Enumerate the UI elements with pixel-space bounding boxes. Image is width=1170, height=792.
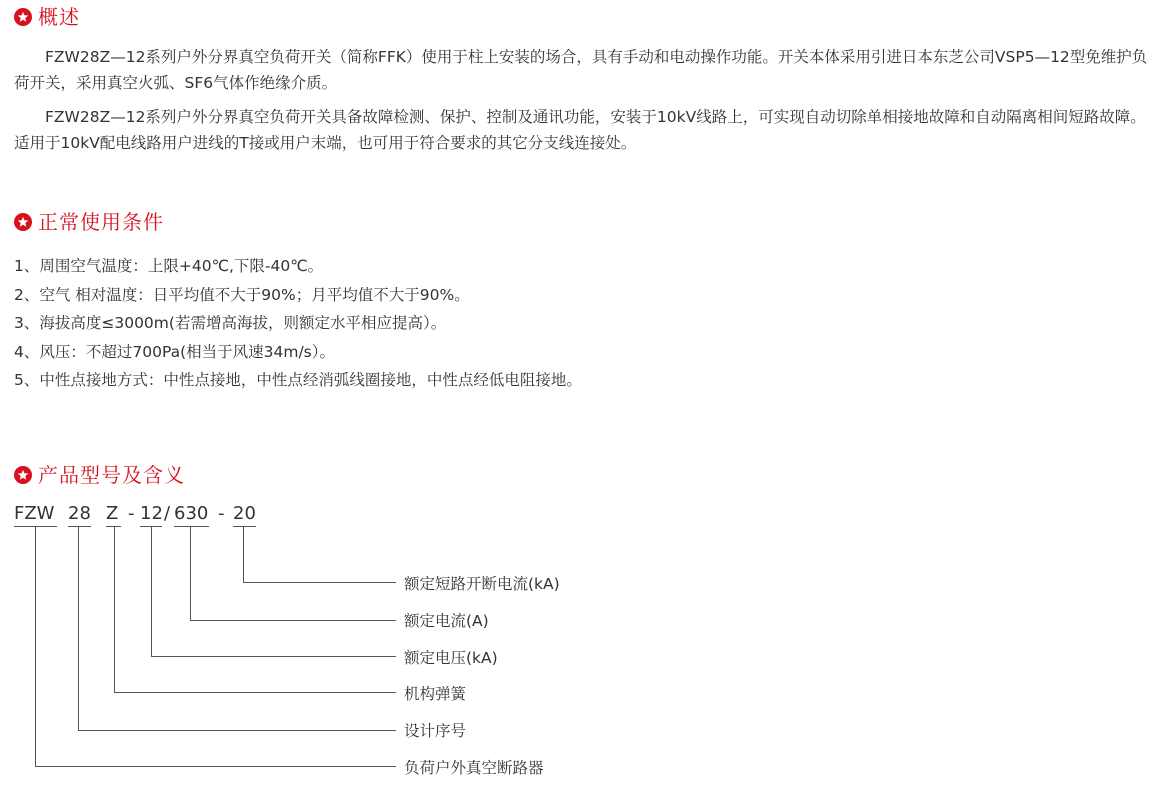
- model-segment-dash: -: [218, 503, 225, 524]
- list-item: 1、周围空气温度：上限+40℃,下限-40℃。: [14, 257, 324, 275]
- leader-line: [79, 527, 397, 731]
- meaning-label: 设计序号: [404, 722, 467, 740]
- model-segment-28: 28: [68, 503, 91, 524]
- model-segment-slash: /: [164, 503, 171, 524]
- leader-line: [152, 527, 397, 657]
- overview-paragraph: FZW28Z—12系列户外分界真空负荷开关具备故障检测、保护、控制及通讯功能，安装于10kV线路上，可实现自动切除单相接地故障和自动隔离相间短路故障。适用于10kV配电线路用户进线的T接或用户末端，也可用于符合要求的其它分支线连接处。: [14, 108, 1146, 152]
- list-item: 3、海拔高度≤3000m(若需增高海拔，则额定水平相应提高）。: [14, 314, 447, 332]
- model-segment-fzw: FZW: [14, 503, 55, 524]
- meaning-label: 额定短路开断电流(kA): [404, 575, 560, 593]
- model-segment-z: Z: [106, 503, 119, 524]
- section-title: 概述: [38, 5, 80, 29]
- overview-paragraph: FZW28Z—12系列户外分界真空负荷开关（简称FFK）使用于柱上安装的场合，具有手动和电动操作功能。开关本体采用引进日本东芝公司VSP5—12型免维护负荷开关，采用真空火弧、SF6气体作绝缘介质。: [14, 48, 1148, 92]
- section-title: 正常使用条件: [38, 210, 164, 234]
- leader-line: [115, 527, 397, 693]
- model-segment-dash: -: [128, 503, 135, 524]
- meaning-label: 额定电流(A): [404, 612, 489, 630]
- section-title: 产品型号及含义: [38, 463, 185, 487]
- leader-line: [244, 527, 397, 583]
- meaning-label: 额定电压(kA): [404, 649, 498, 667]
- list-item: 5、中性点接地方式：中性点接地，中性点经消弧线圈接地，中性点经低电阻接地。: [14, 371, 582, 389]
- meaning-label: 负荷户外真空断路器: [404, 759, 544, 777]
- model-segment-20: 20: [233, 503, 256, 524]
- list-item: 4、风压：不超过700Pa(相当于风速34m/s）。: [14, 342, 336, 361]
- model-segment-630: 630: [174, 503, 209, 524]
- model-segment-12: 12: [140, 503, 163, 524]
- meaning-label: 机构弹簧: [404, 685, 467, 703]
- leader-line: [191, 527, 397, 621]
- list-item: 2、空气 相对温度：日平均值不大于90%；月平均值不大于90%。: [14, 285, 470, 304]
